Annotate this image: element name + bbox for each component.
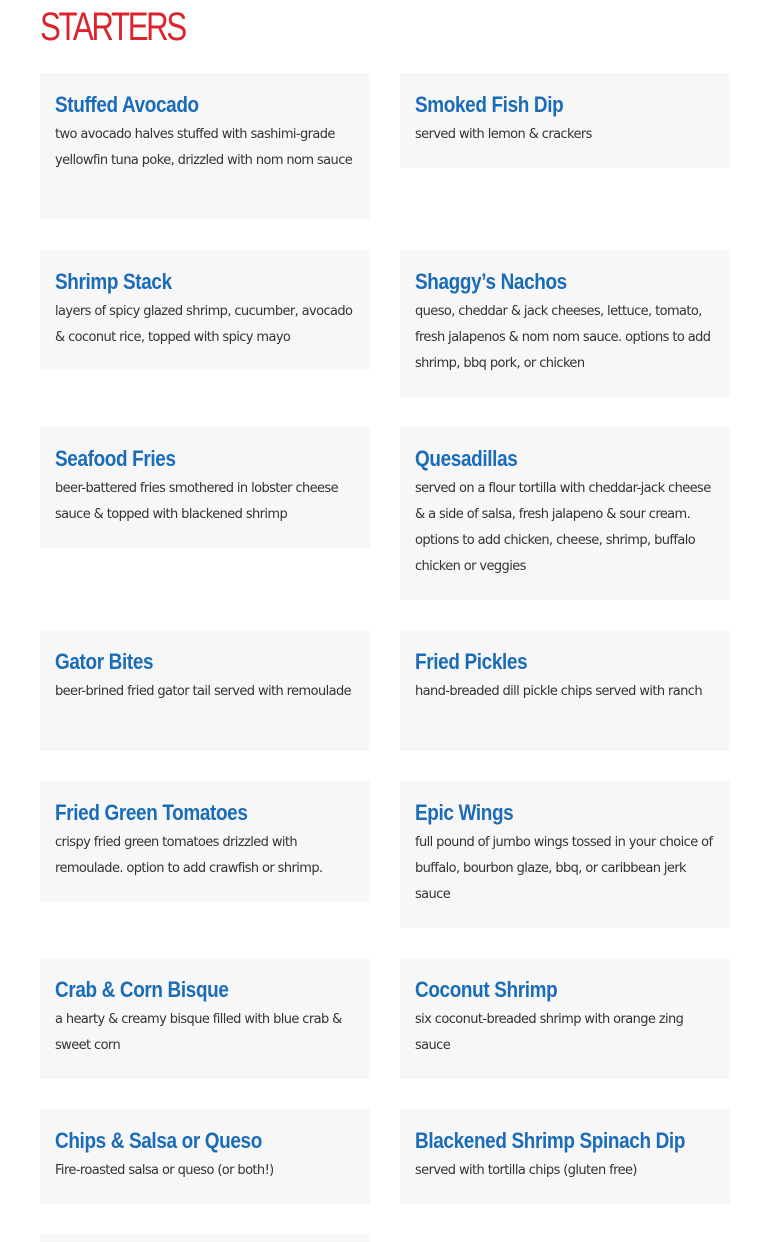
menu-item-card: [400, 73, 730, 168]
menu-item-card: [400, 630, 730, 751]
menu-item-card: [400, 427, 730, 600]
menu-item-description: layers of spicy glazed shrimp, cucumber, avocado & coconut rice, topped with spicy mayo: [55, 304, 353, 345]
menu-item-description: a hearty & creamy bisque filled with blue crab & sweet corn: [55, 1012, 342, 1053]
menu-item-name: Shaggy’s Nachos: [415, 269, 567, 294]
menu-item-description: hand-breaded dill pickle chips served with ranch: [415, 684, 702, 699]
menu-item-description: served with lemon & crackers: [415, 127, 592, 142]
menu-item-name: Quesadillas: [415, 446, 518, 471]
menu-item-name: Smoked Fish Dip: [415, 92, 564, 117]
menu-item-card: [400, 958, 730, 1079]
menu-item-name: Epic Wings: [415, 800, 514, 825]
menu-item-card: [400, 250, 730, 397]
menu-item-name: Gator Bites: [55, 649, 154, 674]
menu-item-description: six coconut-breaded shrimp with orange zing sauce: [415, 1012, 684, 1053]
menu-item-card: [40, 781, 370, 902]
menu-item-name: Chips & Salsa or Queso: [55, 1128, 262, 1153]
menu-item-name: Fried Pickles: [415, 649, 528, 674]
menu-item-card: [40, 958, 370, 1079]
menu-item-description: crispy fried green tomatoes drizzled with remoulade. option to add crawfish or shrimp.: [55, 835, 323, 876]
menu-item-name: Coconut Shrimp: [415, 977, 558, 1002]
menu-item-name: Shrimp Stack: [55, 269, 172, 294]
menu-item-card: [40, 1109, 370, 1204]
menu-item-description: queso, cheddar & jack cheeses, lettuce, tomato, fresh jalapenos & nom nom sauce. options to add shrimp, bbq pork, or chicken: [415, 304, 711, 371]
menu-item-card: [400, 781, 730, 928]
menu-item-description: full pound of jumbo wings tossed in your choice of buffalo, bourbon glaze, bbq, or caribbean jerk sauce: [415, 835, 713, 902]
menu-item-name: Seafood Fries: [55, 446, 176, 471]
menu-item-card: [40, 427, 370, 548]
menu-item-name: Blackened Shrimp Spinach Dip: [415, 1128, 686, 1153]
menu-item-description: beer-battered fries smothered in lobster cheese sauce & topped with blackened shrimp: [55, 481, 339, 522]
menu-item-name: Fried Green Tomatoes: [55, 800, 248, 825]
menu-item-card: [40, 73, 370, 219]
menu-item-description: served on a flour tortilla with cheddar-jack cheese & a side of salsa, fresh jalapeno & sour cream. options to add chicken, cheese, shrimp, buffalo chicken or veggies: [415, 481, 711, 574]
menu-item-description: served with tortilla chips (gluten free): [415, 1163, 637, 1178]
menu-item-card-partial: [40, 1234, 370, 1242]
menu-item-description: beer-brined fried gator tail served with remoulade: [55, 684, 352, 699]
menu-item-card: [40, 250, 370, 370]
menu-item-card: [400, 1109, 730, 1204]
menu-item-name: Crab & Corn Bisque: [55, 977, 229, 1002]
menu-item-name: Stuffed Avocado: [55, 92, 199, 117]
menu-item-description: two avocado halves stuffed with sashimi-grade yellowfin tuna poke, drizzled with nom nom sauce: [55, 127, 353, 168]
section-title: STARTERS: [40, 5, 185, 49]
menu-item-card: [40, 630, 370, 751]
menu-item-description: Fire-roasted salsa or queso (or both!): [55, 1163, 274, 1178]
